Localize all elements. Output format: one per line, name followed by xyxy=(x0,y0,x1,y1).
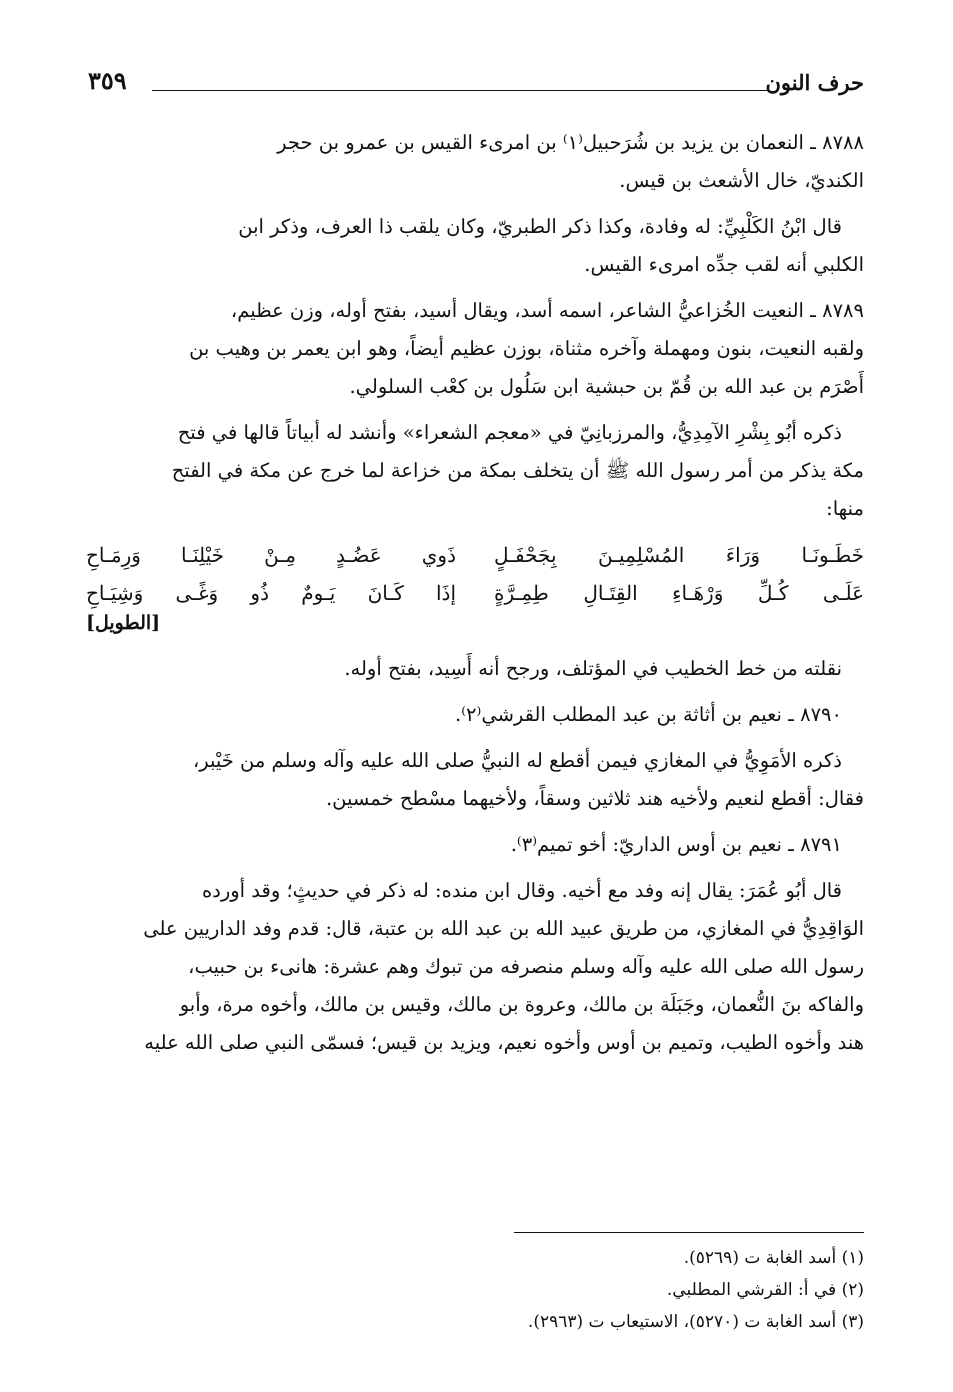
line: الكلبي أنه لقب جدِّه امرىء القيس. xyxy=(584,253,864,276)
verse xyxy=(86,536,864,574)
line: ٨٧٨٩ ـ النعيت الخُزاعيُّ الشاعر، اسمه أسد، ويقال أسيد، بفتح أوله، وزن عظيم، xyxy=(230,299,864,322)
page-number: ٣٥٩ xyxy=(88,66,127,95)
paragraph-umawi xyxy=(86,742,864,818)
paragraph-khatib xyxy=(86,650,864,688)
line: والفاكه بنَ النُّعمان، وجَبَلَة بن مالك، وعروة بن مالك، وقيس بن مالك، وأخوه مرة، وأبو xyxy=(179,993,864,1016)
line: مكة يذكر من أمر رسول الله ﷺ أن يتخلف بمكة من خزاعة لما خرج عن مكة في الفتح xyxy=(171,459,864,482)
verse xyxy=(86,574,864,612)
first-hemistich: خَطَـونَـا وَرَاءَ المُسْلِمِيـنَ بِجَحْفَـلٍ xyxy=(494,543,864,567)
line: أَصْرَم بن عبد الله بن قُمّ بن حبشية ابن سَلُول بن كعْب السلولي. xyxy=(349,375,864,398)
line: ولقبه النعيت، بنون ومهملة وآخره مثناة، بوزن عظيم أيضاً، وهو ابن يعمر بن وهيب بن xyxy=(189,337,864,360)
line: ٨٧٩١ ـ نعيم بن أوس الداريّ: أخو تميم⁽٣⁾. xyxy=(510,833,842,856)
entry-8788 xyxy=(86,124,864,200)
entry-8790 xyxy=(86,696,864,734)
second-hemistich: إذَا كَـانَ يَـومٌ ذُو وَغًـى وَشِيَـاحِ xyxy=(86,581,456,605)
line: منها: xyxy=(826,497,864,520)
line: فقال: أقطع لنعيم ولأخيه هند ثلاثين وسقاً، ولأخيهما مسْطح خمسين. xyxy=(325,787,864,810)
line: هند وأخوه الطيب، وتميم بن أوس وأخوه نعيم، ويزيد بن قيس؛ فسمّى النبي صلى الله عليه xyxy=(144,1031,864,1054)
footnote: (٢) في أ: القرشي المطلبي. xyxy=(666,1280,864,1300)
line: ذكره أبُو بِشْرِ الآمِدِيُّ، والمرزبانِيّ في «معجم الشعراء» وأنشد له أبياتاً قالها في فتح xyxy=(177,421,842,444)
paragraph-abu-umar xyxy=(86,872,864,1062)
poem-meter: [الطويل] xyxy=(86,612,161,634)
entry-8789 xyxy=(86,292,864,406)
header-rule xyxy=(152,90,768,91)
line: قال أبُو عُمَرَ: يقال إنه وفد مع أخيه. وقال ابن منده: له ذكر في حديثٍ؛ وقد أورده xyxy=(201,879,842,902)
line: قال ابْنُ الكَلْبِيِّ: له وفادة، وكذا ذكر الطبريّ، وكان يلقب ذا العرف، وذكر ابن xyxy=(238,215,842,238)
second-hemistich: ذَوي عَضُـدٍ مِـنْ خَيْلِنَـا وَرِمَـاحِ xyxy=(86,543,456,567)
footnote-rule xyxy=(514,1232,864,1233)
line: ٨٧٩٠ ـ نعيم بن أثاثة بن عبد المطلب القرشي⁽٢⁾. xyxy=(455,703,842,726)
line: رسول الله صلى الله عليه وآله وسلم منصرفه من تبوك وهم عشرة: هانىء بن حبيب، xyxy=(188,955,864,978)
line: الكنديّ، خال الأشعث بن قيس. xyxy=(619,169,864,192)
poem xyxy=(86,536,864,634)
paragraph-amidi xyxy=(86,414,864,528)
footnote: (١) أسد الغابة ت (٥٢٦٩). xyxy=(683,1248,864,1268)
main-text xyxy=(86,124,864,1070)
footnote: (٣) أسد الغابة ت (٥٢٧٠)، الاستيعاب ت (٢٩٦٣). xyxy=(527,1312,864,1332)
footnotes xyxy=(300,1242,864,1338)
line: نقلته من خط الخطيب في المؤتلف، ورجح أنه أَسِيد، بفتح أوله. xyxy=(344,657,842,680)
entry-8791 xyxy=(86,826,864,864)
running-title: حرف النون xyxy=(765,70,864,95)
paragraph-kalbi xyxy=(86,208,864,284)
page-header xyxy=(88,66,864,106)
line: ٨٧٨٨ ـ النعمان بن يزيد بن شُرَحبيل⁽١⁾ بن امرىء القيس بن عمرو بن حجر xyxy=(277,131,864,154)
line: الوَاقِدِيُّ في المغازي، من طريق عبيد الله بن عبد الله بن عتبة، قال: قدم وفد الداريين على xyxy=(143,917,864,940)
line: ذكره الأمَوِيُّ في المغازي فيمن أقطع له النبيُّ صلى الله عليه وآله وسلم من خَيْبر، xyxy=(192,749,842,772)
first-hemistich: عَلَـى كُـلِّ وَرْهَـاءِ القِتَـالِ طِمِـرَّةٍ xyxy=(494,581,864,605)
